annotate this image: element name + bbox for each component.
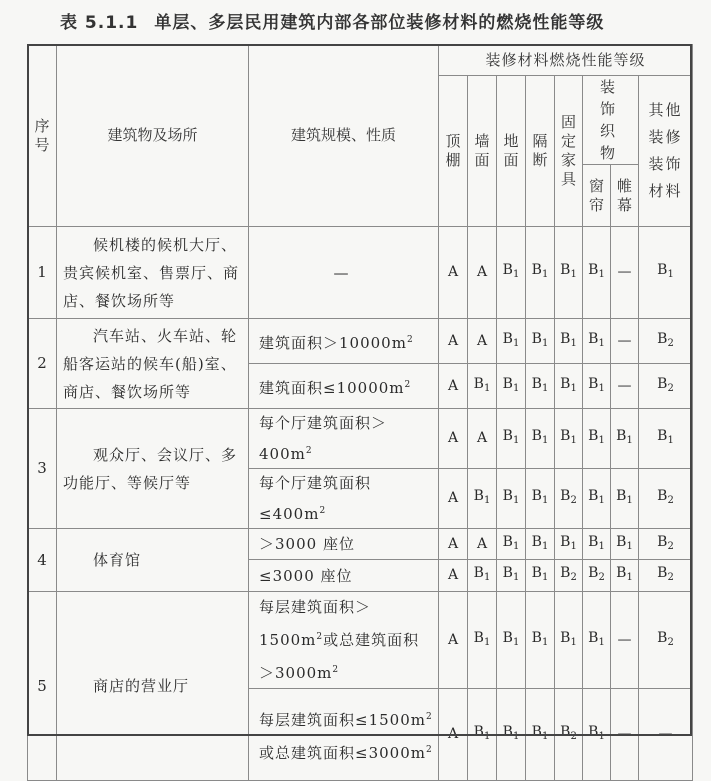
row-building: 商店的营业厅	[57, 592, 249, 781]
grade-cell: $B_2$	[555, 469, 583, 529]
grade-cell: $B_1$	[468, 689, 497, 781]
row-scale: 每个厅建筑面积$>400m^2$	[249, 409, 439, 469]
row-building: 汽车站、火车站、轮船客运站的候车(船)室、商店、餐饮场所等	[57, 319, 249, 409]
grade-cell: —	[611, 689, 639, 781]
grade-cell: A	[439, 469, 468, 529]
grade-cell: —	[611, 592, 639, 689]
row-scale: 每个厅建筑面积$\le 400m^2$	[249, 469, 439, 529]
grade-cell: $B_1$	[526, 529, 555, 560]
row-seq: 4	[28, 529, 57, 592]
grade-cell: $B_1$	[611, 529, 639, 560]
grade-cell: $B_1$	[555, 592, 583, 689]
grade-cell: $B_2$	[555, 560, 583, 592]
grade-cell: —	[611, 364, 639, 409]
header-wall: 墙面	[468, 76, 497, 227]
grade-cell: A	[439, 409, 468, 469]
grade-cell: $B_1$	[611, 560, 639, 592]
grade-cell: $B_1$	[583, 409, 611, 469]
table-frame	[27, 44, 692, 736]
grade-cell: $B_1$	[497, 469, 526, 529]
grade-cell: $B_2$	[639, 319, 693, 364]
header-building: 建筑物及场所	[57, 45, 249, 227]
grade-cell: $B_1$	[497, 364, 526, 409]
grade-cell: $B_1$	[555, 227, 583, 319]
grade-cell: $B_2$	[639, 560, 693, 592]
grade-cell: A	[439, 319, 468, 364]
grade-cell: $B_2$	[639, 469, 693, 529]
row-scale: 建筑面积$>10000m^2$	[249, 319, 439, 364]
grade-cell: $B_1$	[583, 592, 611, 689]
row-building: 体育馆	[57, 529, 249, 592]
row-scale: 每层建筑面积$\le 1500m^2$或总建筑面积$\le 3000m^2$	[249, 689, 439, 781]
grade-cell: $B_1$	[611, 409, 639, 469]
grade-cell: A	[439, 529, 468, 560]
grade-cell: $B_1$	[497, 529, 526, 560]
grade-cell: $B_2$	[583, 560, 611, 592]
grade-cell: —	[611, 227, 639, 319]
header-scale: 建筑规模、性质	[249, 45, 439, 227]
header-ceiling: 顶棚	[439, 76, 468, 227]
grade-cell: $B_1$	[468, 364, 497, 409]
grade-cell: $B_1$	[526, 560, 555, 592]
grade-cell: $B_2$	[639, 592, 693, 689]
table-number: 表 5.1.1	[60, 13, 139, 33]
grade-cell: A	[468, 529, 497, 560]
grade-cell: $B_1$	[639, 409, 693, 469]
grade-cell: $B_1$	[555, 364, 583, 409]
grade-cell: $B_1$	[468, 560, 497, 592]
row-seq: 2	[28, 319, 57, 409]
grade-cell: —	[611, 319, 639, 364]
grade-cell: $B_1$	[497, 592, 526, 689]
row-seq: 1	[28, 227, 57, 319]
grade-cell: $B_1$	[497, 409, 526, 469]
row-building: 候机楼的候机大厅、贵宾候机室、售票厅、商店、餐饮场所等	[57, 227, 249, 319]
grade-cell: $B_1$	[611, 469, 639, 529]
grade-cell: $B_1$	[526, 319, 555, 364]
grade-cell: $B_1$	[468, 592, 497, 689]
header-furniture: 固定家具	[555, 76, 583, 227]
grade-cell: A	[439, 364, 468, 409]
grade-cell: $B_2$	[639, 364, 693, 409]
grade-cell: A	[468, 409, 497, 469]
grade-cell: $B_1$	[526, 469, 555, 529]
grade-cell: $B_1$	[583, 529, 611, 560]
grade-cell: $B_1$	[526, 364, 555, 409]
grade-cell: $B_2$	[555, 689, 583, 781]
grade-cell: $B_1$	[526, 592, 555, 689]
grade-cell: $B_1$	[555, 319, 583, 364]
grade-cell: A	[439, 560, 468, 592]
grade-cell: $B_1$	[639, 227, 693, 319]
grade-cell: $B_1$	[526, 227, 555, 319]
row-seq: 5	[28, 592, 57, 781]
grade-cell: $B_1$	[497, 227, 526, 319]
grade-cell: $B_1$	[497, 689, 526, 781]
row-scale: 建筑面积$\le 10000m^2$	[249, 364, 439, 409]
row-scale: ＞3000 座位	[249, 529, 439, 560]
grade-cell: $B_1$	[497, 560, 526, 592]
header-partition: 隔断	[526, 76, 555, 227]
grade-cell: $B_1$	[583, 227, 611, 319]
grade-cell: A	[439, 592, 468, 689]
grade-cell: A	[439, 689, 468, 781]
table-title	[60, 8, 604, 33]
row-seq: 3	[28, 409, 57, 529]
row-scale: —	[249, 227, 439, 319]
row-scale: ≤3000 座位	[249, 560, 439, 592]
row-scale: 每层建筑面积$>1500m^2$或总建筑面积$>3000m^2$	[249, 592, 439, 689]
header-curtain: 窗帘	[583, 165, 611, 227]
grade-cell: A	[468, 319, 497, 364]
row-building: 观众厅、会议厅、多功能厅、等候厅等	[57, 409, 249, 529]
table-caption: 单层、多层民用建筑内部各部位装修材料的燃烧性能等级	[154, 13, 605, 33]
header-other: 其他装修装饰材料	[639, 76, 693, 227]
header-grade-group: 装修材料燃烧性能等级	[439, 45, 693, 76]
header-drape: 帷幕	[611, 165, 639, 227]
grade-cell: $B_1$	[497, 319, 526, 364]
header-seq: 序号	[28, 45, 57, 227]
grade-cell: $B_1$	[555, 529, 583, 560]
grade-cell: $B_1$	[583, 364, 611, 409]
header-floor: 地面	[497, 76, 526, 227]
grade-cell: A	[439, 227, 468, 319]
grade-cell: A	[468, 227, 497, 319]
grade-cell: $B_1$	[583, 319, 611, 364]
grade-cell: $B_1$	[583, 469, 611, 529]
grade-cell: $B_1$	[526, 409, 555, 469]
header-fabric: 装饰织物	[583, 76, 639, 165]
grade-cell: $B_1$	[583, 689, 611, 781]
grade-cell: $B_1$	[526, 689, 555, 781]
grade-cell: $B_1$	[468, 469, 497, 529]
grade-cell: —	[639, 689, 693, 781]
grade-cell: $B_1$	[555, 409, 583, 469]
grade-cell: $B_2$	[639, 529, 693, 560]
